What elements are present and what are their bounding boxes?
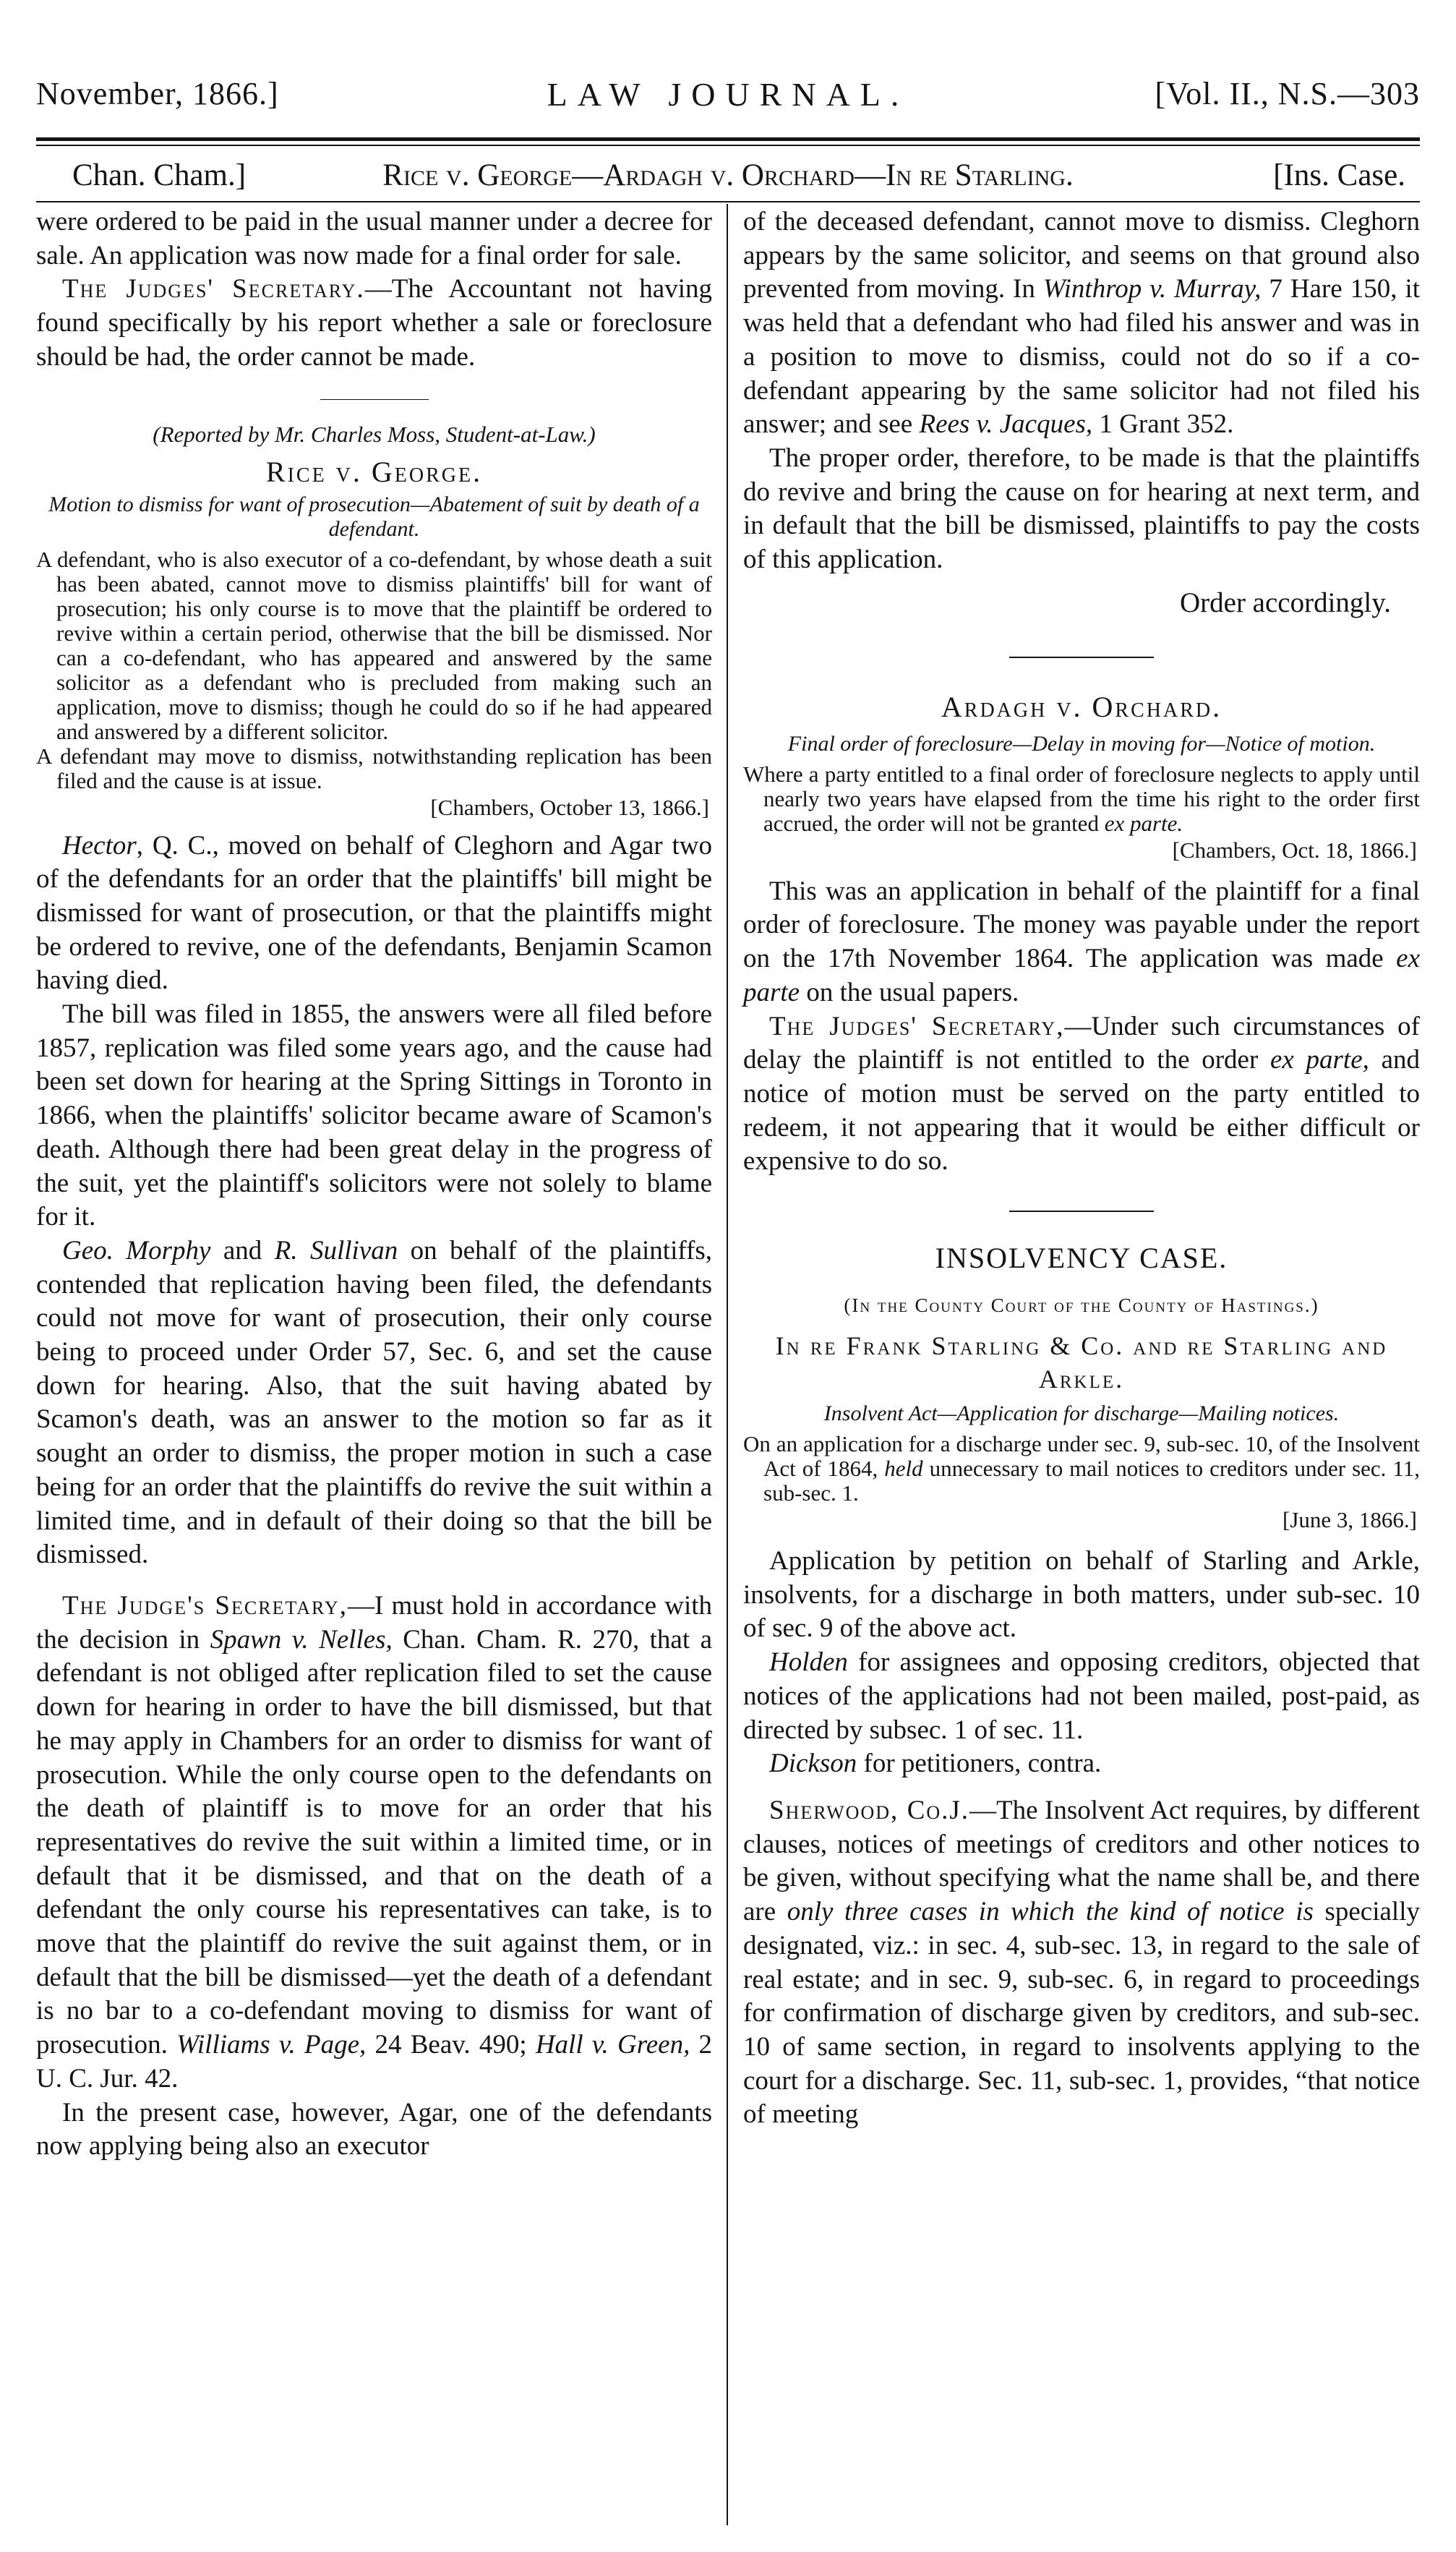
insolvency-heading: INSOLVENCY CASE. [935, 1242, 1228, 1275]
paragraph: Application by petition on behalf of Starling and Arkle, insolvents, for a discharge in both matters, under sub-sec. 10 of sec. 9 of the above act. [743, 1546, 1420, 1644]
counsel-name: Hector [62, 830, 137, 861]
counsel-name: Geo. Morphy [62, 1235, 211, 1266]
court-date: [Chambers, October 13, 1866.] [430, 794, 709, 820]
paragraph: Geo. Morphy and R. Sullivan on behalf of the plaintiffs, contended that replication having been filed, the defendants could not move for want of prosecution, their only course being to proceed under Order 57, Sec. 6, and set the cause down for hearing. Also, that the suit having abated by Scamon's death, was an answer to the motion so far as it sought an order to dismiss, the proper motion in such a case being for an order that the plaintiffs do revive the suit within a limited time, and in default of their doing so that the bill be dismissed. [36, 1235, 712, 1570]
issue-date: November, 1866.] [36, 76, 279, 111]
headnote: A defendant, who is also executor of a co-defendant, by whose death a suit has been abated, cannot move to dismiss plaintiffs' bill for want of prosecution; his only course is to move that the plaintiff be ordered to revive within a certain period, otherwise that the bill be dismissed. Nor can a co-defendant, who has appeared and answered by the same solicitor as a defendant who is precluded from making such an application, move to dismiss; though he could do so if he had appeared and answered by a different solicitor. [36, 546, 712, 744]
paragraph: The Judges' Secretary.—The Accountant not having found specifically by his report whether a sale or foreclosure should be had, the order cannot be made. [36, 274, 713, 372]
paragraph: The bill was filed in 1855, the answers were all filed before 1857, replication was filed some years ago, and the cause had been set down for hearing at the Spring Sittings in Toronto in 1866, when the plaintiffs' solicitor became aware of Scamon's death. Although there had been great delay in the progress of the suit, yet the plaintiff's solicitors were not solely to blame for it. [36, 999, 712, 1232]
speaker: Sherwood, Co.J. [769, 1795, 970, 1825]
court-date: [June 3, 1866.] [1282, 1507, 1417, 1533]
headnote: Where a party entitled to a final order of foreclosure neglects to apply until nearly two years have elapsed from the time his right to the order first accrued, the order will not be granted ex parte. [743, 761, 1420, 836]
case-citation: Rees v. Jacques, [919, 409, 1093, 440]
headnote: On an application for a discharge under sec. 9, sub-sec. 10, of the Insolvent Act of 1864, held unnecessary to mail notices to creditors under sec. 11, sub-sec. 1. [743, 1431, 1420, 1506]
separator-rule [1009, 1211, 1154, 1212]
court-name: (In the County Court of the County of Hastings.) [844, 1294, 1319, 1317]
section-rule [36, 201, 1420, 202]
court-date: [Chambers, Oct. 18, 1866.] [1172, 837, 1417, 863]
counsel-name: Holden [769, 1647, 848, 1678]
case-citation: Winthrop v. Murray, [1042, 274, 1262, 304]
headnote: A defendant may move to dismiss, notwithstanding replication has been filed and the cause is at issue. [36, 743, 712, 793]
court-label-right: [Ins. Case. [1273, 158, 1405, 192]
case-title: In re Frank Starling & Co. and re Starling and Arkle. [775, 1331, 1388, 1394]
section-head [36, 158, 1420, 200]
volume-page: [Vol. II., N.S.—303 [1155, 76, 1420, 111]
paragraph: were ordered to be paid in the usual manner under a decree for sale. An application was now made for a final order for sale. [36, 207, 712, 270]
paragraph: The Judges' Secretary,—Under such circumstances of delay the plaintiff is not entitled to the order ex parte, and notice of motion must be served on the party entitled to redeem, it not appearing that it would be either difficult or expensive to do so. [743, 1011, 1420, 1177]
paragraph: Holden for assignees and opposing creditors, objected that notices of the applications had not been mailed, post-paid, as directed by subsec. 1 of sec. 11. [743, 1647, 1420, 1745]
right-column [743, 205, 1420, 2132]
counsel-name: R. Sullivan [274, 1235, 398, 1266]
paragraph: Hector, Q. C., moved on behalf of Cleghorn and Agar two of the defendants for an order that the plaintiffs' bill might be dismissed for want of prosecution, or that the plaintiffs might be ordered to revive, one of the defendants, Benjamin Scamon having died. [36, 830, 712, 996]
court-label-left: Chan. Cham.] [72, 158, 247, 192]
running-head [36, 75, 1420, 120]
order-line: Order accordingly. [1179, 586, 1391, 618]
catchline: Insolvent Act—Application for discharge—Mailing notices. [823, 1401, 1340, 1426]
catchline: Motion to dismiss for want of prosecution—Abatement of suit by death of a defendant. [48, 492, 700, 541]
case-title: Ardagh v. Orchard. [941, 690, 1222, 723]
case-title: Rice v. George. [265, 455, 483, 488]
paragraph: In the present case, however, Agar, one of the defendants now applying being also an executor [36, 2097, 712, 2161]
paragraph: of the deceased defendant, cannot move to dismiss. Cleghorn appears by the same solicitor, and seems on that ground also prevented from moving. In Winthrop v. Murray, 7 Hare 150, it was held that a defendant who had filed his answer and was in a position to move to dismiss, could not do so if a co-defendant appearing by the same solicitor had not filed his answer; and see Rees v. Jacques, 1 Grant 352. [743, 207, 1421, 440]
column-divider [727, 204, 728, 2525]
left-column [36, 205, 712, 2164]
paragraph: The Judge's Secretary,—I must hold in accordance with the decision in Spawn v. Nelles, Chan. Cham. R. 270, that a defendant is not obliged after replication filed to set the cause down for hearing in order to have the bill dismissed, but that he may apply in Chambers for an order to dismiss for want of prosecution. While the only course open to the defendants on the death of plaintiff is to move for an order that his representatives do revive the suit within a limited time, or in default that it be dismissed, and that on the death of a defendant the only course his representatives can take, is to move that the plaintiff do revive the suit against them, or in default that the bill be dismissed—yet the death of a defendant is no bar to a co-defendant moving to dismiss for want of prosecution. Williams v. Page, 24 Beav. 490; Hall v. Green, 2 U. C. Jur. 42. [36, 1590, 713, 2094]
header-rule-thick [36, 137, 1420, 141]
case-citation: Hall v. Green, [535, 2030, 690, 2060]
counsel-name: Dickson [769, 1749, 857, 1779]
paragraph: This was an application in behalf of the plaintiff for a final order of foreclosure. The money was payable under the report on the 17th November 1864. The application was made ex parte on the usual papers. [743, 876, 1420, 1007]
journal-title: LAW JOURNAL. [547, 76, 909, 113]
case-citation: Spawn v. Nelles, [210, 1624, 393, 1655]
paragraph: The proper order, therefore, to be made is that the plaintiffs do revive and bring the cause on for hearing at next term, and in default that the bill be dismissed, plaintiffs to pay the costs of this application. [743, 443, 1420, 575]
catchline: Final order of foreclosure—Delay in moving for—Notice of motion. [787, 731, 1376, 756]
speaker: The Judge's Secretary, [62, 1590, 348, 1621]
speaker: The Judges' Secretary, [769, 1011, 1065, 1041]
reporter-line: (Reported by Mr. Charles Moss, Student-at-Law.) [153, 421, 596, 447]
header-rule-thin [36, 145, 1420, 146]
separator-rule [320, 399, 429, 400]
paragraph: Dickson for petitioners, contra. [769, 1749, 1102, 1779]
cases-heading: Rice v. George—Ardagh v. Orchard—In re Starling. [382, 158, 1074, 192]
paragraph: Sherwood, Co.J.—The Insolvent Act requires, by different clauses, notices of meetings of creditors and other notices to be given, without specifying what the name shall be, and there are only three cases in which the kind of notice is specially designated, viz.: in sec. 4, sub-sec. 13, in regard to the sale of real estate; and in sec. 9, sub-sec. 6, in regard to proceedings for confirmation of discharge given by creditors, and sub-sec. 10 of same section, in regard to insolvents applying to the court for a discharge. Sec. 11, sub-sec. 1, provides, “that notice of meeting [743, 1795, 1420, 2130]
speaker: The Judges' Secretary. [62, 274, 365, 304]
separator-rule [1009, 657, 1154, 658]
case-citation: Williams v. Page, [176, 2030, 367, 2060]
